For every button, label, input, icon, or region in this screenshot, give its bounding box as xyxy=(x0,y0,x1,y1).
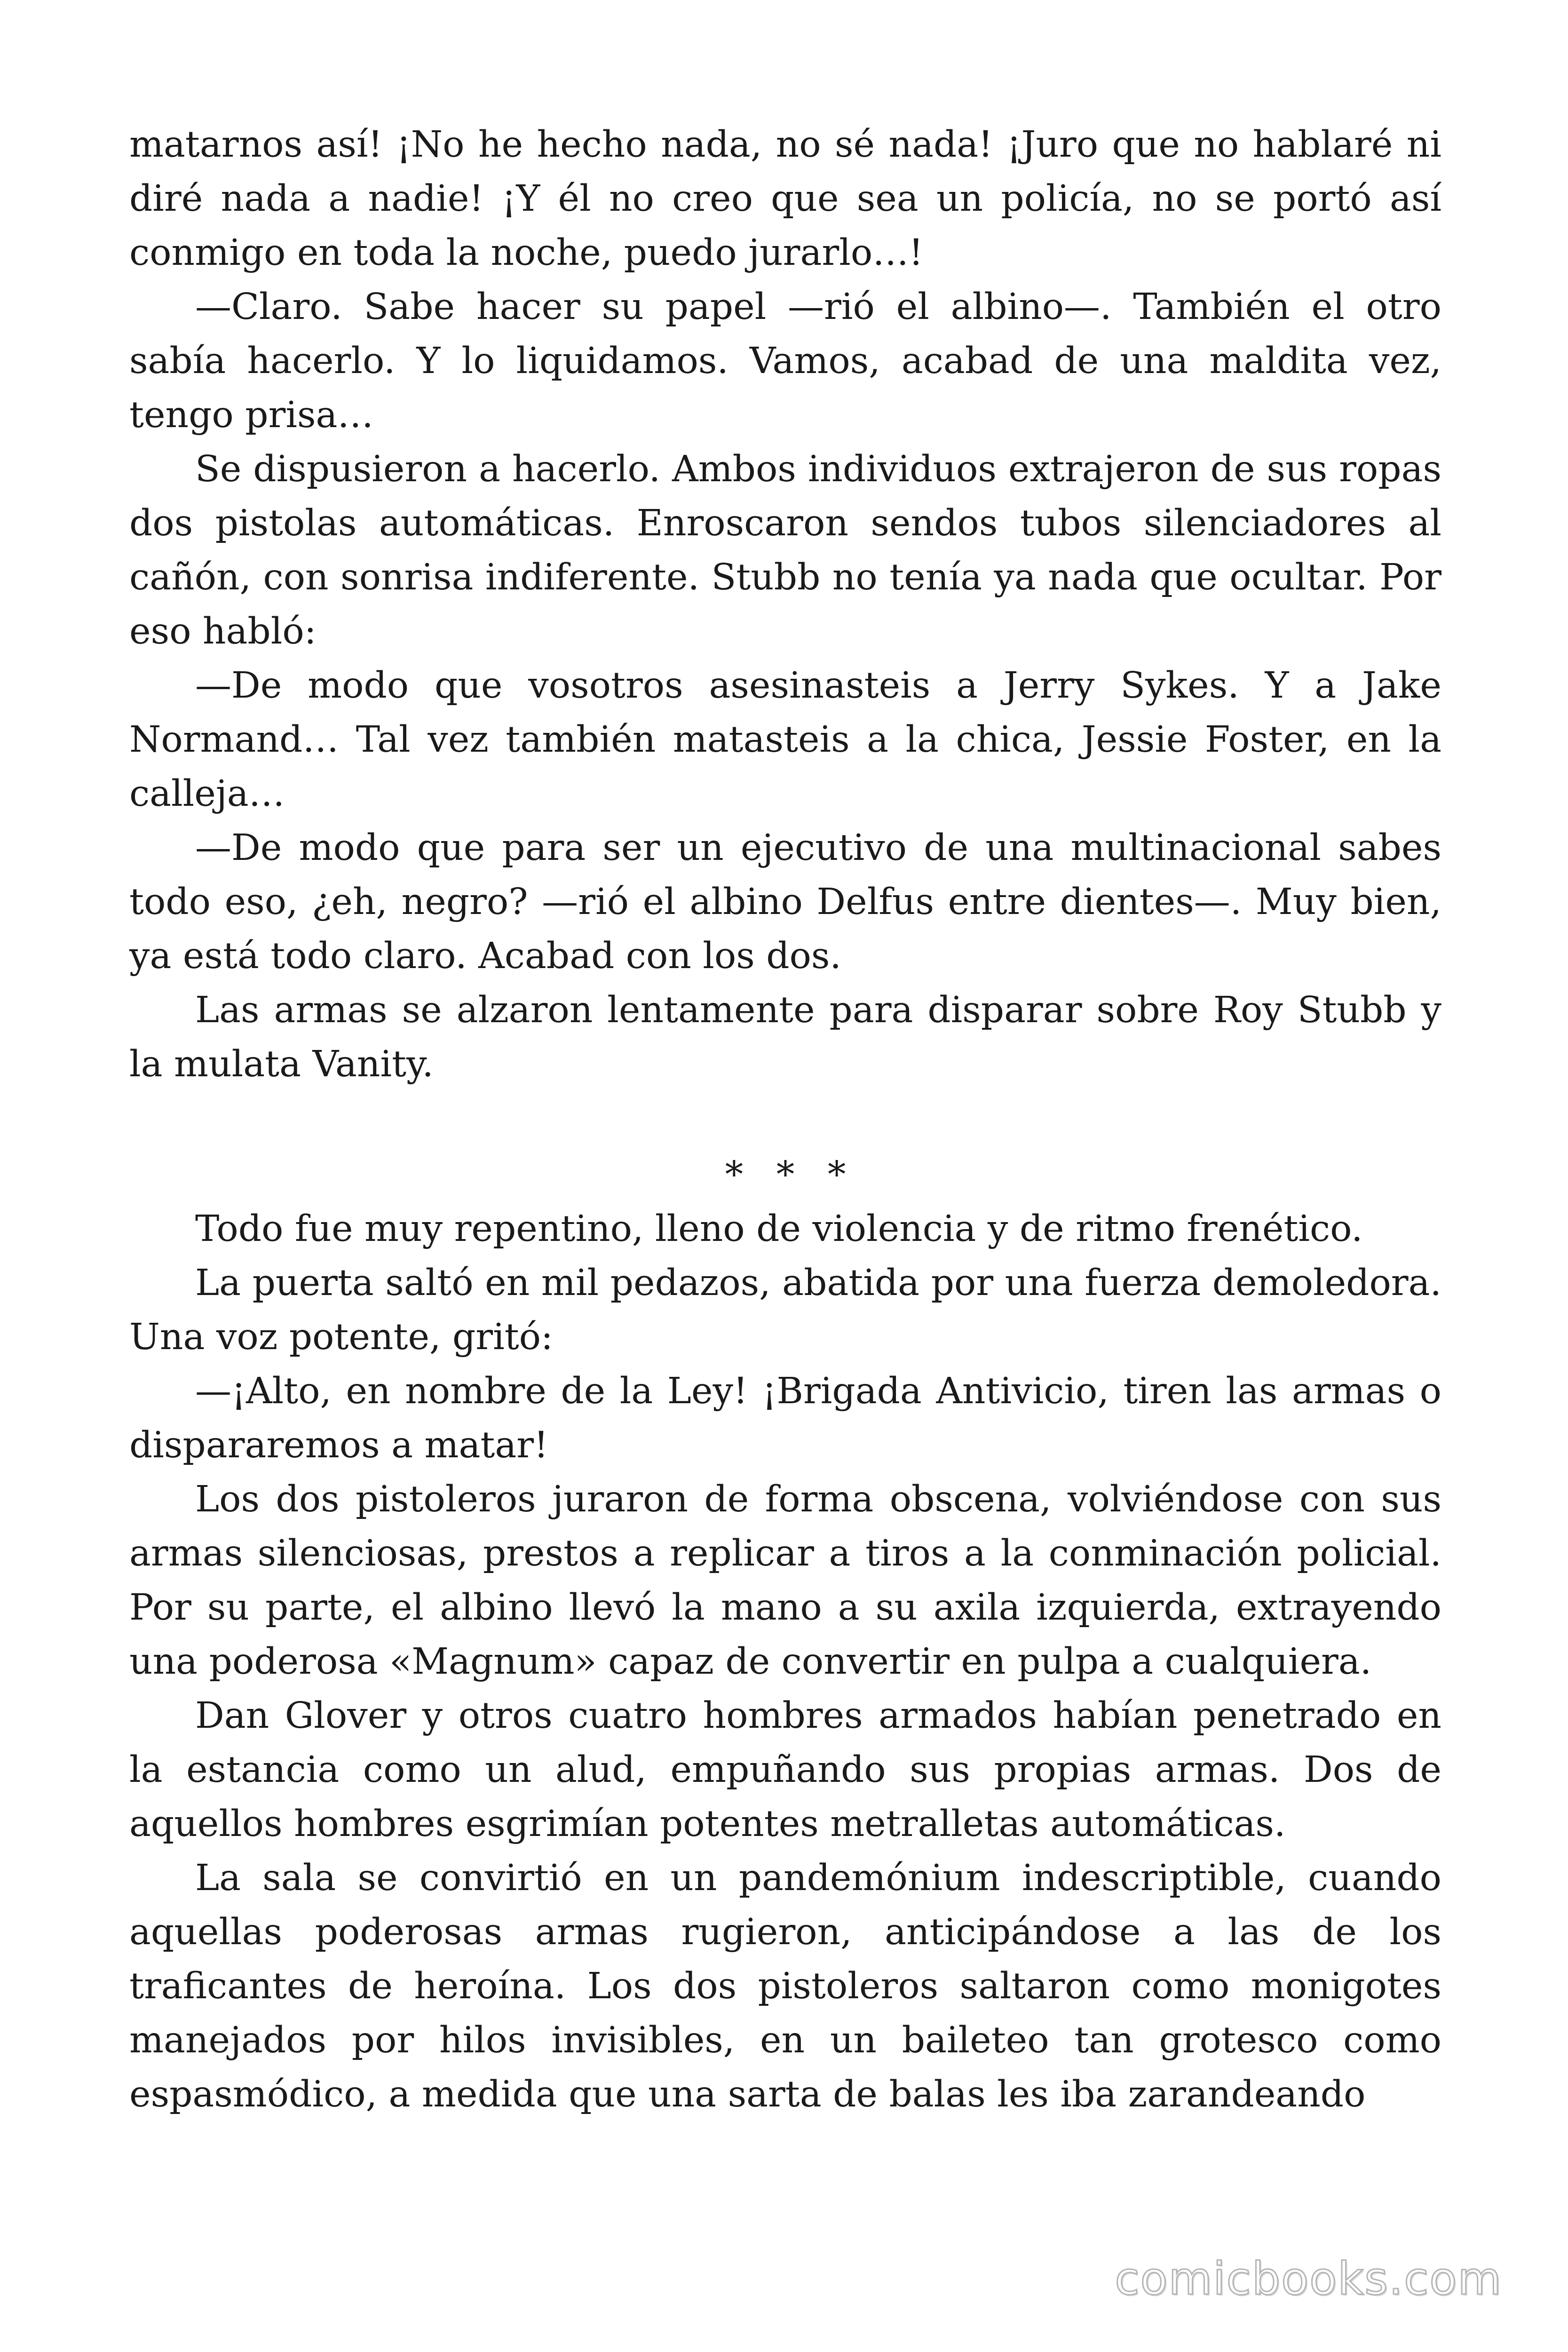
paragraph: La sala se convirtió en un pandemónium indescriptible, cuando aquellas poderosas armas rugieron, anticipándose a las de los traficantes de heroína. Los dos pistoleros saltaron como monigotes manejados por hilos invisibles, en un baileteo tan grotesco como espasmódico, a medida que una sarta de balas les iba zarandeando xyxy=(129,1857,1441,2115)
paragraph: —De modo que para ser un ejecutivo de una multinacional sabes todo eso, ¿eh, negro? —rió el albino Delfus entre dientes—. Muy bien, ya está todo claro. Acabad con los dos. xyxy=(129,827,1441,977)
paragraph: Dan Glover y otros cuatro hombres armados habían penetrado en la estancia como un alud, empuñando sus propias armas. Dos de aquellos hombres esgrimían potentes metralletas automáticas. xyxy=(129,1695,1441,1845)
paragraph: Todo fue muy repentino, lleno de violencia y de ritmo frenético. xyxy=(195,1208,1363,1250)
paragraph: La puerta saltó en mil pedazos, abatida por una fuerza demoledora. Una voz potente, gritó: xyxy=(129,1262,1441,1358)
paragraph: matarnos así! ¡No he hecho nada, no sé nada! ¡Juro que no hablaré ni diré nada a nadie! ¡Y él no creo que sea un policía, no se portó así conmigo en toda la noche, puedo jurarlo…! xyxy=(129,124,1441,274)
paragraph: Los dos pistoleros juraron de forma obscena, volviéndose con sus armas silenciosas, prestos a replicar a tiros a la conminación policial. Por su parte, el albino llevó la mano a su axila izquierda, extrayendo una poderosa «Magnum» capaz de convertir en pulpa a cualquiera. xyxy=(129,1478,1441,1683)
paragraph: —De modo que vosotros asesinasteis a Jerry Sykes. Y a Jake Normand… Tal vez también matasteis a la chica, Jessie Foster, en la calleja… xyxy=(129,665,1441,815)
paragraph: —Claro. Sabe hacer su papel —rió el albino—. También el otro sabía hacerlo. Y lo liquidamos. Vamos, acabad de una maldita vez, tengo prisa… xyxy=(129,286,1441,436)
page-text xyxy=(129,118,1441,2122)
paragraph: Se dispusieron a hacerlo. Ambos individuos extrajeron de sus ropas dos pistolas automáticas. Enroscaron sendos tubos silenciadores al cañón, con sonrisa indiferente. Stubb no tenía ya nada que ocultar. Por eso habló: xyxy=(129,448,1441,652)
paragraph: Las armas se alzaron lentamente para disparar sobre Roy Stubb y la mulata Vanity. xyxy=(129,989,1441,1085)
section-gap xyxy=(129,1091,1441,1148)
paragraph: —¡Alto, en nombre de la Ley! ¡Brigada Antivicio, tiren las armas o dispararemos a matar! xyxy=(129,1370,1441,1466)
watermark: comicbooks.com xyxy=(1115,2253,1502,2305)
scene-separator: * * * xyxy=(725,1154,857,1196)
